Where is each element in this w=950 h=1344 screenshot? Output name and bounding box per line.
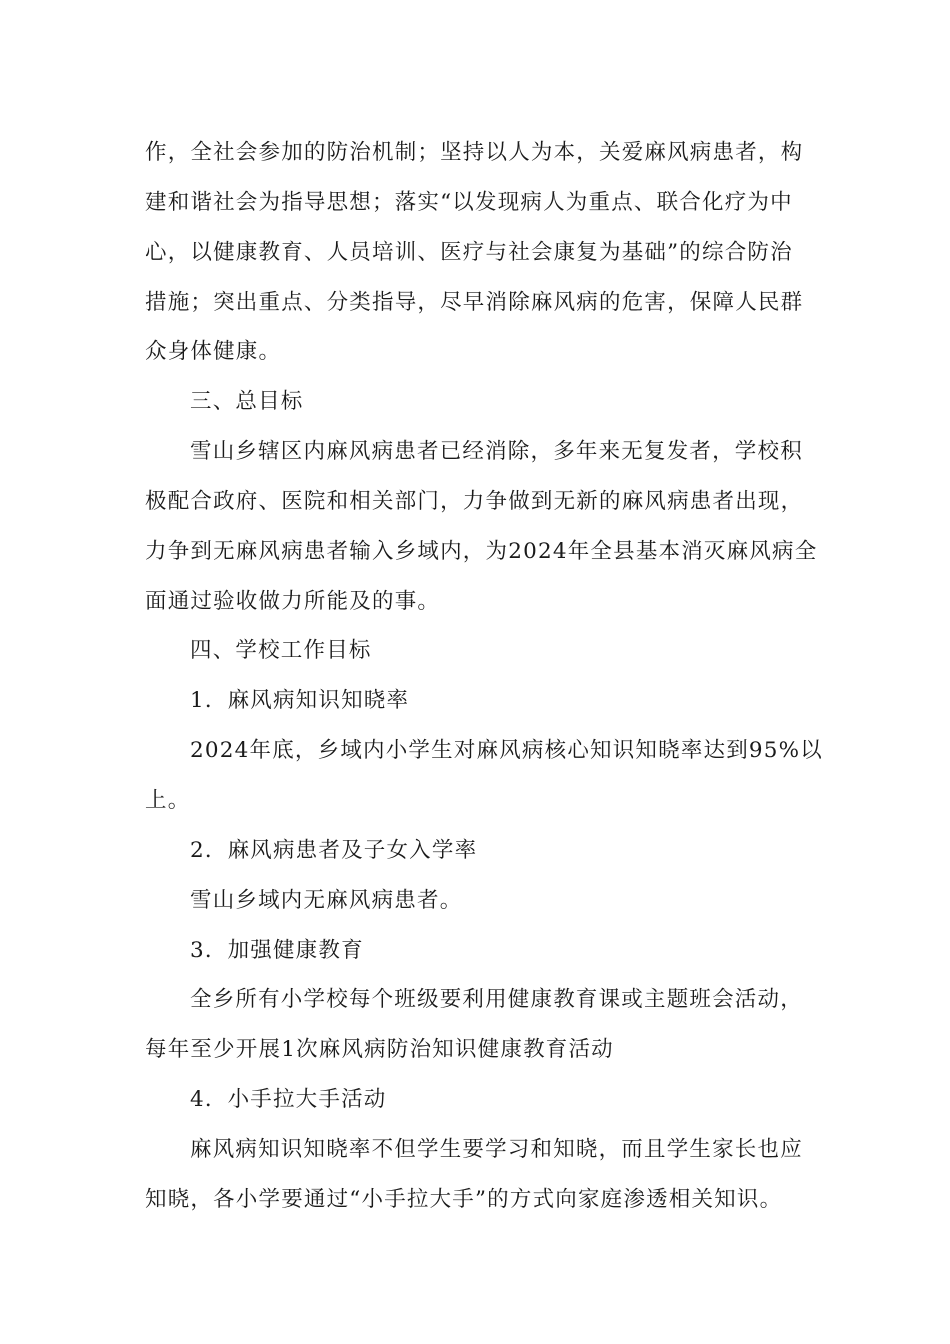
paragraph-line: 极配合政府、医院和相关部门，力争做到无新的麻风病患者出现， [145,489,804,514]
paragraph-line: 每年至少开展1次麻风病防治知识健康教育活动 [145,1037,614,1062]
subsection-heading: 2．麻风病患者及子女入学率 [190,838,478,863]
paragraph-line: 全乡所有小学校每个班级要利用健康教育课或主题班会活动， [190,987,803,1012]
paragraph-line: 心，以健康教育、人员培训、医疗与社会康复为基础”的综合防治 [145,240,793,265]
paragraph-line: 上。 [145,788,191,813]
subsection-heading: 3．加强健康教育 [190,938,364,963]
paragraph-line: 知晓，各小学要通过“小手拉大手”的方式向家庭渗透相关知识。 [145,1187,783,1212]
paragraph-line: 雪山乡域内无麻风病患者。 [190,888,463,913]
subsection-heading: 1．麻风病知识知晓率 [190,688,410,713]
paragraph-line: 力争到无麻风病患者输入乡域内，为2024年全县基本消灭麻风病全 [145,539,818,564]
section-heading: 四、学校工作目标 [190,638,372,663]
section-heading: 三、总目标 [190,389,304,414]
paragraph-line: 雪山乡辖区内麻风病患者已经消除，多年来无复发者，学校积 [190,439,803,464]
paragraph-line: 作，全社会参加的防治机制；坚持以人为本，关爱麻风病患者，构 [145,140,804,165]
paragraph-line: 2024年底，乡域内小学生对麻风病核心知识知晓率达到95%以 [190,738,824,763]
subsection-heading: 4．小手拉大手活动 [190,1087,387,1112]
paragraph-line: 麻风病知识知晓率不但学生要学习和知晓，而且学生家长也应 [190,1137,803,1162]
paragraph-line: 措施；突出重点、分类指导，尽早消除麻风病的危害，保障人民群 [145,290,804,315]
paragraph-line: 面通过验收做力所能及的事。 [145,589,441,614]
paragraph-line: 建和谐社会为指导思想；落实“以发现病人为重点、联合化疗为中 [145,190,793,215]
paragraph-line: 众身体健康。 [145,339,282,364]
